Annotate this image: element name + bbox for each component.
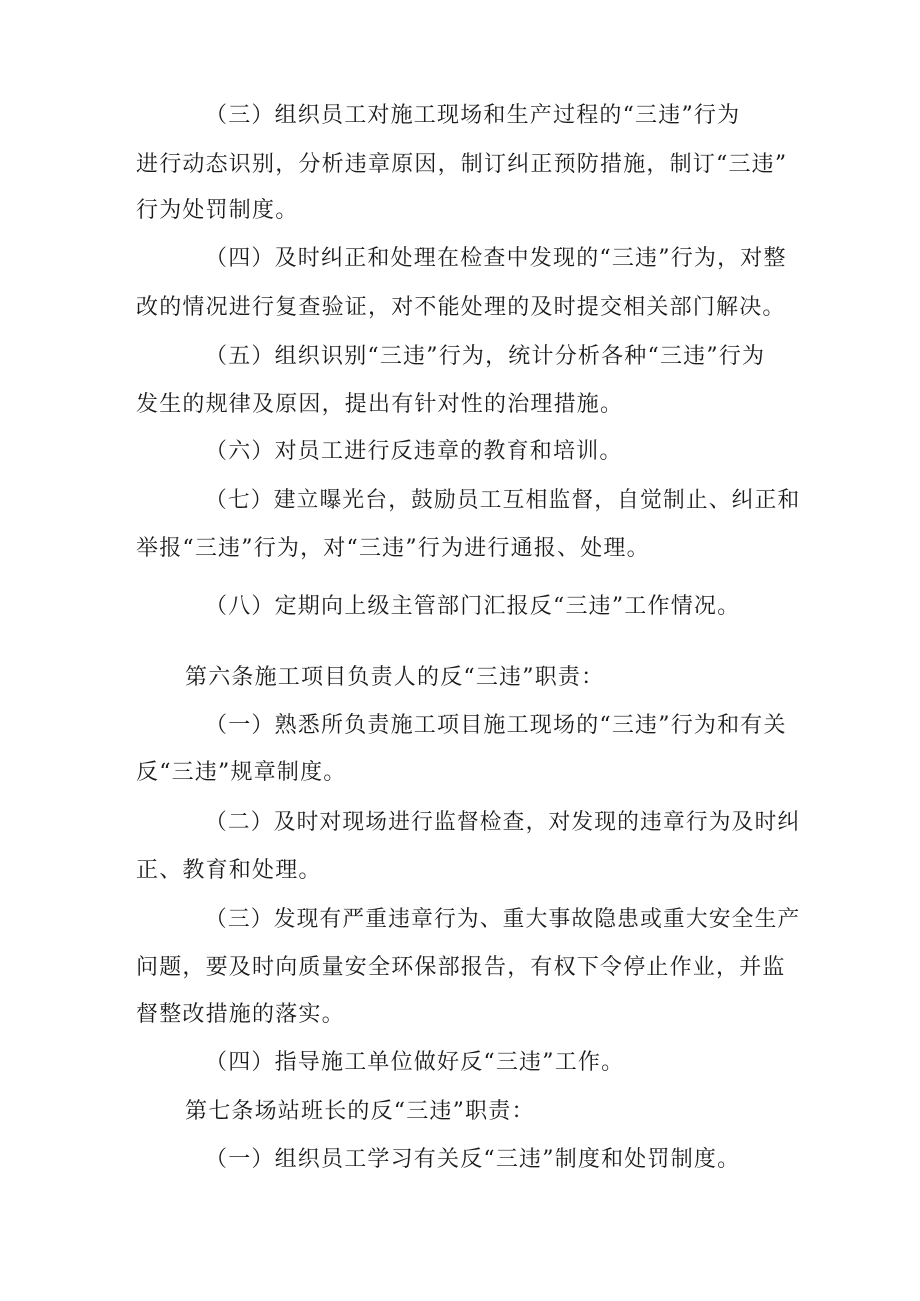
paragraph-line: 改的情况进行复查验证，对不能处理的及时提交相关部门解决。 xyxy=(136,295,786,320)
paragraph-line: （五）组织识别“三违”行为，统计分析各种“三违”行为 xyxy=(205,344,766,369)
article-heading: 第六条施工项目负责人的反“三违”职责： xyxy=(185,665,605,690)
paragraph-line: 发生的规律及原因，提出有针对性的治理措施。 xyxy=(136,392,624,417)
paragraph-line: 督整改措施的落实。 xyxy=(136,1002,345,1027)
paragraph-line: 反“三违”规章制度。 xyxy=(136,760,347,785)
paragraph-line: 问题，要及时向质量安全环保部报告，有权下令停止作业，并监 xyxy=(136,955,786,980)
paragraph-line: （七）建立曝光台，鼓励员工互相监督，自觉制止、纠正和 xyxy=(205,488,801,513)
paragraph-line: 进行动态识别，分析违章原因，制订纠正预防措施，制订“三违” xyxy=(136,152,788,177)
paragraph-line: （三）组织员工对施工现场和生产过程的“三违”行为 xyxy=(205,103,741,128)
paragraph-line: （四）及时纠正和处理在检查中发现的“三违”行为，对整 xyxy=(205,246,787,271)
paragraph-line: 行为处罚制度。 xyxy=(136,198,299,223)
paragraph-line: （三）发现有严重违章行为、重大事故隐患或重大安全生产 xyxy=(205,907,801,932)
paragraph-line: （八）定期向上级主管部门汇报反“三违”工作情况。 xyxy=(205,594,741,619)
article-heading: 第七条场站班长的反“三违”职责： xyxy=(185,1099,535,1124)
paragraph-line: （四）指导施工单位做好反“三违”工作。 xyxy=(205,1050,625,1075)
paragraph-line: （六）对员工进行反违章的教育和培训。 xyxy=(205,439,623,464)
paragraph-line: （二）及时对现场进行监督检查，对发现的违章行为及时纠 xyxy=(205,810,801,835)
paragraph-line: 正、教育和处理。 xyxy=(136,858,322,883)
paragraph-line: （一）组织员工学习有关反“三违”制度和处罚制度。 xyxy=(205,1147,741,1172)
paragraph-line: 举报“三违”行为，对“三违”行为进行通报、处理。 xyxy=(136,536,650,561)
paragraph-line: （一）熟悉所负责施工项目施工现场的“三违”行为和有关 xyxy=(205,713,787,738)
